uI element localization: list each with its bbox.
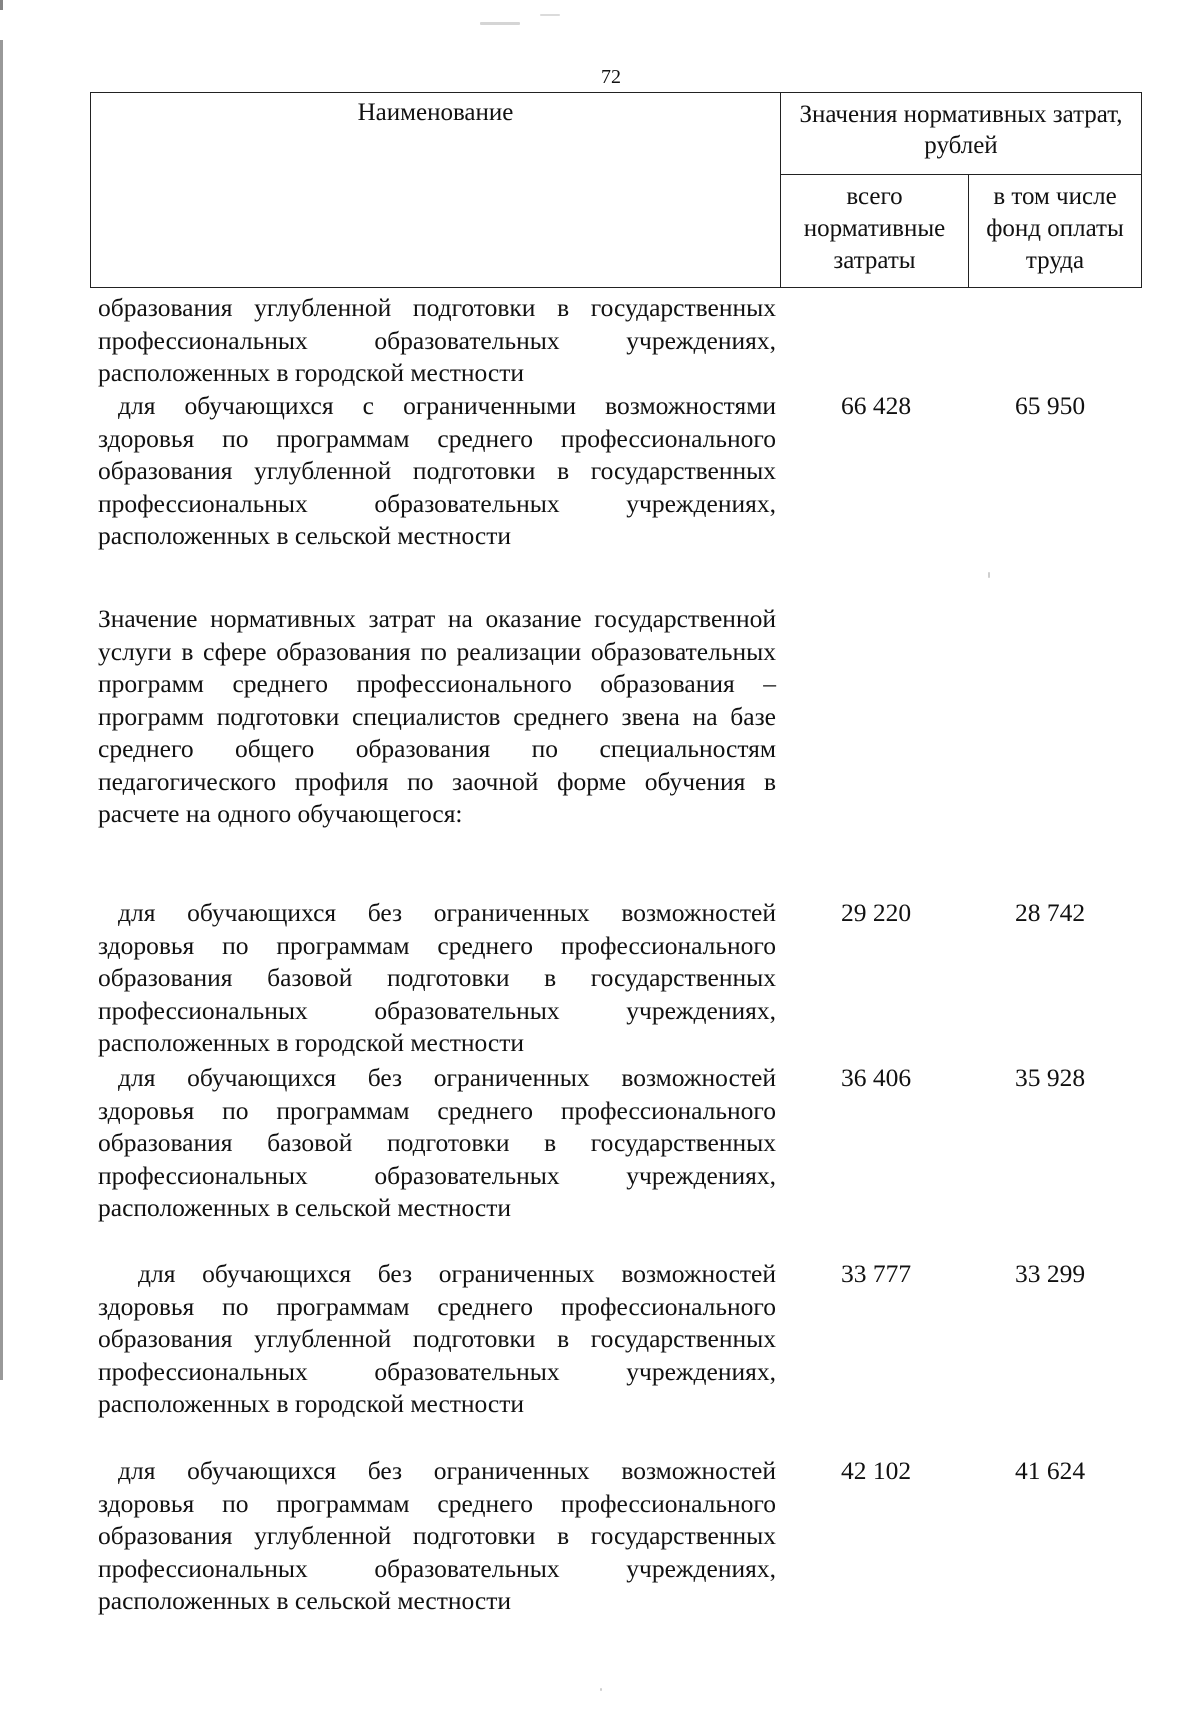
page-number: 72 (601, 66, 621, 88)
scan-artifact (600, 1688, 602, 1691)
row-fund-value: 33 299 (1014, 1259, 1086, 1288)
row-description: образования углубленной подготовки в государственных профессиональных образовательных учреждениях, расположенных в городской местности (98, 293, 776, 387)
table-header (90, 92, 1142, 288)
row-total-value: 66 428 (840, 391, 912, 420)
row-description: для обучающихся без ограниченных возможностей здоровья по программам среднего профессионального образования базовой подготовки в государственных профессиональных образовательных учреждениях, расположенных в сельской местности (98, 1063, 776, 1222)
column-header-total: всего нормативные затраты (781, 175, 969, 287)
row-total-value: 33 777 (840, 1259, 912, 1288)
row-description: Значение нормативных затрат на оказание государственной услуги в сфере образования по реализации образовательных программ среднего профессионального образования – программ подготовки специалистов среднего звена на базе среднего общего образования по специальностям педагогического профиля по заочной форме обучения в расчете на одного обучающегося: (98, 604, 776, 828)
scan-edge-mark (0, 0, 3, 1713)
row-description: для обучающихся без ограниченных возможностей здоровья по программам среднего профессионального образования углубленной подготовки в государственных профессиональных образовательных учреждениях, расположенных в сельской местности (98, 1456, 776, 1615)
row-fund-value: 65 950 (1014, 391, 1086, 420)
table-row (98, 603, 1148, 831)
row-total-value: 29 220 (840, 898, 912, 927)
table-row (98, 1258, 1148, 1421)
row-fund-value: 35 928 (1014, 1063, 1086, 1092)
column-header-name: Наименование (91, 93, 781, 287)
scan-artifact (480, 22, 520, 25)
column-header-values: Значения нормативных затрат, рублей (781, 93, 1141, 175)
row-description: для обучающихся без ограниченных возможностей здоровья по программам среднего профессионального образования базовой подготовки в государственных профессиональных образовательных учреждениях, расположенных в городской местности (98, 898, 776, 1057)
row-description: для обучающихся без ограниченных возможностей здоровья по программам среднего профессионального образования углубленной подготовки в государственных профессиональных образовательных учреждениях, расположенных в городской местности (98, 1259, 776, 1418)
row-fund-value: 28 742 (1014, 898, 1086, 927)
column-header-fund: в том числе фонд оплаты труда (986, 183, 1124, 274)
row-fund-value: 41 624 (1014, 1456, 1086, 1485)
table-row (98, 897, 1148, 1060)
table-row (98, 1455, 1148, 1618)
row-total-value: 36 406 (840, 1063, 912, 1092)
scan-artifact (988, 572, 990, 578)
table-row (98, 1062, 1148, 1225)
table-row (98, 292, 1148, 390)
table-row (98, 390, 1148, 553)
scan-artifact (540, 14, 560, 16)
row-total-value: 42 102 (840, 1456, 912, 1485)
row-description: для обучающихся с ограниченными возможностями здоровья по программам среднего профессионального образования углубленной подготовки в государственных профессиональных образовательных учреждениях, расположенных в сельской местности (98, 391, 776, 550)
